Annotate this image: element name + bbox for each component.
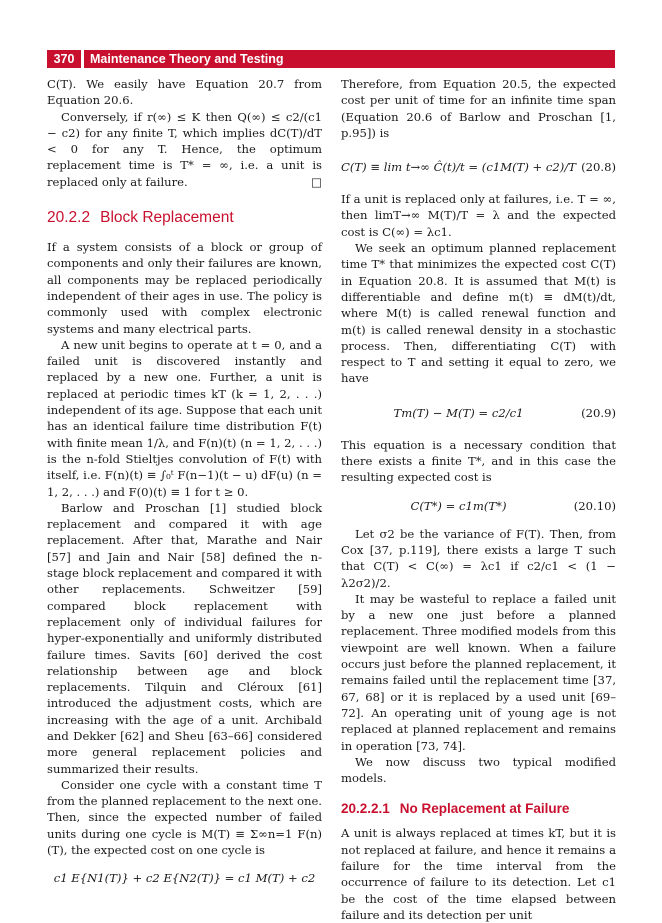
equation-20-8: C(T) ≡ lim t→∞ Ĉ(t)/t = (c1M(T) + c2)/T (20.8) <box>341 160 616 175</box>
paragraph: If a system consists of a block or group of components and only their failures are known, all components may be replaced periodically independent of their ages in use. The policy is commonly used with complex electronic systems and many electrical parts. <box>47 240 322 336</box>
section-number: 20.2.2 <box>47 209 91 227</box>
paragraph: C(T). We easily have Equation 20.7 from Equation 20.6. <box>47 77 322 108</box>
paragraph: A new unit begins to operate at t = 0, and a failed unit is discovered instantly and replaced by a new one. Further, a unit is replaced at periodic times kT (k = 1, 2, . . .) independent of its age. Suppose that each unit has an identical failure time distribution F(t) with finite mean 1/λ, and F(n)(t) (n = 1, 2, . . .) is the n-fold Stieltjes convolution of F(t) with itself, i.e. F(n)(t) ≡ ∫₀ᵗ F(n−1)(t − u) dF(u) (n = 1, 2, . . .) and F(0)(t) ≡ 1 for t ≥ 0. <box>47 337 322 499</box>
subsection-heading <box>341 800 616 817</box>
subsection-title: No Replacement at Failure <box>399 801 570 817</box>
page-header <box>47 50 615 68</box>
paragraph: Consider one cycle with a constant time T from the planned replacement to the next one. Then, since the expected number of failed units during one cycle is M(T) ≡ Σ∞n=1 F(n)(T), the expected cost on one cycle is <box>47 777 322 858</box>
paragraph: If a unit is replaced only at failures, i.e. T = ∞, then limT→∞ M(T)/T = λ and the expected cost is C(∞) = λc1. <box>341 192 616 239</box>
section-title: Block Replacement <box>100 209 234 227</box>
qed-icon: □ <box>311 174 322 189</box>
equation-number: (20.9) <box>581 405 616 420</box>
paragraph: It may be wasteful to replace a failed unit by a new one just before a planned replacement. Three modified models from this viewpoint are well known. When a failure occurs just before the planned replacement, it remains failed until the replacement time [37, 67, 68] or it is replaced by a used unit [69–72]. An operating unit of young age is not replaced at planned replacement and remains in operation [73, 74]. <box>341 591 616 753</box>
equation-20-10: C(T*) = c1m(T*) (20.10) <box>410 498 616 513</box>
paragraph: This equation is a necessary condition that there exists a finite T*, and in this case the resulting expected cost is <box>341 437 616 485</box>
equation-number: (20.10) <box>573 498 616 513</box>
paragraph: Therefore, from Equation 20.5, the expected cost per unit of time for an infinite time span (Equation 20.6 of Barlow and Proschan [1, p.95]) is <box>341 77 616 140</box>
paragraph: A unit is always replaced at times kT, but it is not replaced at failure, and hence it remains a failure for the time interval from the occurrence of failure to its detection. Let c1 be the cost of the time elapsed between failure and its detection per unit <box>341 826 616 922</box>
paragraph: We seek an optimum planned replacement time T* that minimizes the expected cost C(T) in Equation 20.8. It is assumed that M(t) is differentiable and define m(t) ≡ dM(t)/dt, where M(t) is called renewal function and m(t) is called renewal density in a stochastic process. Then, differentiating C(T) with respect to T and setting it equal to zero, we have <box>341 241 616 386</box>
right-column <box>341 76 616 923</box>
paragraph: We now discuss two typical modified models. <box>341 754 616 786</box>
equation-20-9: Tm(T) − M(T) = c2/c1 (20.9) <box>393 405 616 420</box>
equation-number: (20.8) <box>581 160 616 175</box>
running-title: Maintenance Theory and Testing <box>84 50 615 68</box>
section-heading <box>47 209 322 227</box>
equation-cost-cycle: c1 E{N1(T)} + c2 E{N2(T)} = c1 M(T) + c2 <box>53 871 316 886</box>
paragraph: Let σ2 be the variance of F(T). Then, from Cox [37, p.119], there exists a large T such that C(T) < C(∞) = λc1 if c2/c1 < (1 − λ2σ2)/2. <box>341 526 616 590</box>
paragraph: Conversely, if r(∞) ≤ K then Q(∞) ≤ c2/(c1 − c2) for any finite T, which implies dC(T)/dT < 0 for any T. Hence, the optimum replacement time is T* = ∞, i.e. a unit is replaced only at failure. □ <box>47 109 322 189</box>
subsection-number: 20.2.2.1 <box>341 801 390 817</box>
page-number: 370 <box>47 50 81 68</box>
left-column <box>47 76 322 898</box>
paragraph: Barlow and Proschan [1] studied block replacement and compared it with age replacement. After that, Marathe and Nair [57] and Jain and Nair [58] defined the n-stage block replacement and compared it with other replacements. Schweitzer [59] compared block replacement with replacement only of individual failures for hyper-exponentially and uniformly distributed failure times. Savits [60] derived the cost relationship between age and block replacements. Tilquin and Cléroux [61] introduced the adjustment costs, which are increasing with the age of a unit. Archibald and Dekker [62] and Sheu [63–66] considered more general replacement policies and summarized their results. <box>47 500 322 776</box>
